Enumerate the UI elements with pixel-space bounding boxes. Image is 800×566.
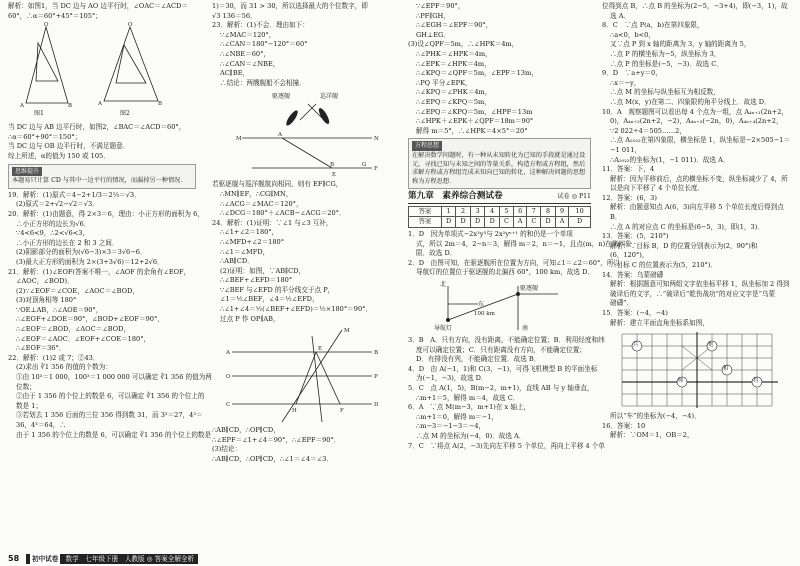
text-line: ∴a<0，b<0， — [610, 30, 655, 39]
compass-label: 南 — [522, 325, 529, 333]
text-line: ∴∠1＝∠MFD， — [220, 247, 270, 256]
text-line: 解析：根据题意可知两组文字依坐标平移 1，纵坐标加 2 得到 — [610, 280, 790, 289]
text-line: 1．D 因为单项式−2x²y³与 2x²yⁿ⁺¹ 的和仍是一个单项 — [408, 230, 573, 239]
text-line: 所以“车”的坐标为(−4，−4)． — [610, 412, 701, 421]
text-line: ∴小正方形的边长在 2 和 3 之间． — [16, 238, 119, 247]
ship-label: 巡洋舰 — [320, 93, 339, 101]
text-line: ∴∠EOF+∠DOE＝90°，∠BOD+∠EOF＝90°， — [16, 315, 164, 324]
svg-text:E: E — [332, 172, 337, 179]
text-line: ∴∠PHK＝∠HPK＝4m， — [416, 49, 492, 58]
text-line: ∴结论：两艘舰船不会相撞． — [220, 78, 306, 87]
text-line: ∵∠MAC＝120°， — [220, 30, 276, 39]
text-line: ∴∠EPQ＝∠KPQ＝5m， — [416, 97, 491, 106]
svg-text:A: A — [278, 132, 282, 139]
table-cell: 1 — [441, 206, 456, 217]
text-line: ∴PQ 平分∠EPK， — [416, 78, 472, 87]
figure-label: 图2 — [120, 110, 130, 118]
svg-text:E: E — [318, 346, 323, 353]
text-line: ②由于 1 356 的个位上的数是 6，可以确定 ∛1 356 的个位上的 — [16, 392, 205, 401]
direction-figure — [408, 280, 591, 334]
text-line: D．有排没有列，不能确定位置．故选 B． — [416, 355, 541, 364]
text-line: 解析：∵目标 B，D 的位置分别表示为(2，90°)和 — [610, 241, 758, 250]
text-line: 式，所以 2m＝4，2−n＝3，解得 m＝2，n＝−1，且点(m，n)在第四象 — [416, 239, 632, 248]
text-line: ∴∠CAN＝180°−120°＝60° — [220, 40, 308, 49]
table-cell: D — [541, 217, 556, 228]
table-cell: 5 — [499, 206, 513, 217]
text-line: ∴x＝−y， — [610, 78, 641, 87]
table-cell: 4 — [485, 206, 500, 217]
svg-text:O: O — [226, 374, 231, 381]
text-line: ∴点 P 的横坐标为−5，纵坐标为 3， — [610, 49, 721, 58]
compass-label: 东 — [478, 301, 485, 309]
compass-label: 北 — [440, 281, 447, 289]
text-line: 22．解析：(1)2 或 7；②43． — [8, 353, 100, 362]
text-line: 过点 P 作 OP∥AB， — [220, 314, 280, 323]
text-line: ∴点 A₂₀₂₂在第四象限，横坐标是 1，纵坐标是−2×505−1＝ — [610, 136, 790, 145]
tip-heading: 方程思想 — [412, 141, 442, 151]
svg-text:O: O — [44, 22, 49, 29]
text-line: 数是 1； — [16, 401, 43, 410]
brand-logo: 初中试卷 — [32, 555, 59, 563]
text-line: ∴∠ACG＝∠MAC＝120°， — [220, 199, 303, 208]
text-line: ∴∠EGH＝∠EPF＝90°， — [416, 21, 493, 30]
text-line: ∴小正方形的边长为√6． — [16, 219, 91, 228]
text-line: ∴∠1+∠4＝½(∠BEF+∠EFD)＝½×180°＝90°． — [220, 305, 373, 314]
text-line: ③若划去 1 356 后面的三位 356 得到数 31，而 3³＝27，4³＝ — [16, 411, 203, 420]
text-line: 2．D 由图可知，在驱逐舰所在位置为方向，可知∠1＝∠2＝60°，所以 — [408, 258, 621, 267]
svg-text:B: B — [68, 103, 73, 110]
text-line: ∴点 M(x，y)在第二、四象限的角平分线上．故选 D． — [610, 97, 771, 106]
table-cell: D — [470, 217, 485, 228]
figure-label: 图1 — [34, 110, 44, 118]
text-line: ∴MN∥EF，∴CG∥MN， — [220, 189, 293, 198]
answer-column-4 — [602, 2, 794, 441]
svg-text:C: C — [226, 402, 231, 409]
table-cell: 9 — [555, 206, 568, 217]
chess-piece: 炮 — [708, 342, 714, 349]
svg-text:P: P — [374, 374, 378, 381]
text-line: (2)∵∠EOF＝∠COE，∠AOC＝∠BOD， — [16, 286, 139, 295]
text-line: 5．C 点 A(1，5)，B(m−2，m+1)，直线 AB 与 y 轴垂直， — [408, 384, 594, 392]
text-line: 导航灯的位置位于驱逐舰的北偏西 60°，100 km，故选 D． — [416, 268, 594, 277]
chess-piece: 相 — [723, 366, 729, 373]
text-line: √3 136＝56． — [212, 11, 257, 20]
table-cell: D — [441, 217, 456, 228]
text-line: ∴点 A 的对应点 C 的坐标是(6−5，3)，即(1，3)． — [610, 222, 764, 231]
text-line: ∴点 M 的坐标为(−4，0)．故选 A． — [416, 431, 526, 440]
text-line: 11．答案：下，4 — [602, 165, 655, 174]
page-number: 58 — [8, 554, 20, 563]
text-line: 13．答案：(5，210°) — [602, 232, 669, 241]
distance-label: 100 km — [474, 311, 495, 318]
table-cell: 答案 — [409, 206, 442, 217]
svg-text:O: O — [128, 22, 133, 29]
svg-text:B: B — [158, 101, 163, 108]
svg-text:M: M — [236, 136, 242, 143]
table-cell: 6 — [513, 206, 526, 217]
text-line: −1 011， — [610, 145, 641, 154]
page-footer — [0, 553, 800, 566]
table-cell: 8 — [541, 206, 556, 217]
chess-grid-figure — [602, 330, 794, 410]
text-line: ∴PF∥GH， — [416, 11, 450, 20]
text-line: ∴∠HPK＋∠EPK＋∠QPF＝18m＝90° — [416, 117, 534, 126]
text-line: ∴AB∥CD，∴OP∥CD， — [212, 426, 280, 435]
ship-label: 驱逐舰 — [272, 93, 291, 101]
text-line: 又∵点 P 到 x 轴的距离为 3，y 轴的距离为 5， — [610, 40, 751, 49]
text-line: ∴∠EPF＝∠1+∠4＝90°，∴∠EPF＝90°． — [212, 435, 341, 444]
text-line: ∵∠EPF＝90°， — [416, 2, 465, 10]
text-line: 8．C ∵点 P(a，b)在第四象限， — [602, 21, 704, 30]
parallel-lines-figure — [212, 326, 397, 424]
text-line: ∵OE⊥AB，∴∠AOE＝90°， — [16, 305, 103, 314]
text-line: 综上所述，α的值为 150 或 105． — [8, 151, 110, 160]
text-line: 10．A 观察题图可以看出每 4 个点为一组，点 A₄ₙ₊₁(2n+2， — [602, 107, 789, 116]
text-line: 磅礴”． — [610, 299, 634, 308]
table-cell: 10 — [569, 206, 591, 217]
text-line: ∴α＝60°+90°＝150°； — [8, 132, 82, 141]
text-line: ①由 10³＝1 000，100³＝1 000 000 可以确定 ∛1 356 的值为两 — [16, 373, 212, 382]
text-line: GH⊥EG． — [416, 30, 450, 39]
text-line: 以是向下平移了 4 个单位长度． — [610, 184, 705, 193]
text-line: ∴∠EOF＝∠AOC．∠EOF+∠COE＝180°， — [16, 334, 151, 343]
text-line: ∴AB∥CD，∴OP∥CD，∴∠1＝∠4＝∠3． — [212, 455, 333, 464]
text-line: 16．答案：10 — [602, 421, 646, 430]
text-line: 当 DC 边与 AB 边平行时，如图2，∠BAC＝∠ACD＝60°， — [8, 123, 186, 132]
tip-heading: 思维提升 — [12, 167, 42, 177]
text-line: 1)＝30，而 31 > 30，所以选择最大的个位数字，即 — [212, 2, 368, 10]
text-line: ∴∠BEF+∠EFD＝180° — [220, 276, 293, 285]
svg-text:F: F — [374, 166, 378, 173]
text-line: ∵∠BEF 与∠EFD 的平分线交于点 P， — [220, 285, 335, 294]
table-cell: 3 — [470, 206, 485, 217]
table-cell: A — [513, 217, 526, 228]
text-line: ∴∠CAN＝∠NBE， — [220, 59, 280, 68]
table-cell: 2 — [456, 206, 471, 217]
text-line: (2)阴影部分的面积为(√6−3)×3＝3√6−6． — [16, 248, 147, 257]
svg-text:A: A — [98, 101, 102, 108]
text-line: (2)证明：如图，∵AB∥CD， — [220, 266, 306, 275]
chapter-header — [408, 192, 591, 204]
text-line: 选 A． — [610, 11, 631, 20]
text-line: 7．C ∵将点 A(2，−3)先向左平移 5 个单位，再向上平移 4 个单 — [408, 441, 605, 450]
footer-text: 数学 七年级下册 人教版 ◎ 答案全解全析 — [65, 555, 195, 563]
text-line: ∠1＝½∠BEF，∠4＝½∠EFD， — [220, 295, 319, 304]
text-line: ∴A₂₀₂₂的坐标为(1，−1 011)．故选 A． — [610, 155, 730, 164]
text-line: 21．解析：(1)∠EOF(答案不唯一，∠AOF 的余角有∠EOF， — [8, 267, 191, 276]
text-line: 破译后的文字，∴“破译后“乾伤战功”的对应文字是“乌蒙 — [610, 289, 776, 298]
table-cell: 答案 — [409, 217, 442, 228]
text-line: (3)对顶角相等 180° — [16, 296, 77, 305]
text-line: (2)求出 ∛1 356 的值的个数为： — [16, 363, 112, 372]
text-line: 度可以确定位置；C．只有距离没有方向，不能确定位置； — [416, 345, 586, 354]
text-line: ∴∠NBE＝60°， — [220, 49, 271, 58]
table-cell: D — [456, 217, 471, 228]
text-line: (3)最大正方形的面积为 2×(3+3√6)＝12+2√6． — [16, 257, 164, 266]
chapter-title: 第九章 素养综合测试卷 — [408, 191, 503, 202]
ship-label: 驱逐舰 — [520, 285, 539, 293]
table-cell: 7 — [527, 206, 541, 217]
text-line: AC∥BE， — [220, 69, 250, 78]
text-line: 23．解析：(1)不会．理由如下： — [212, 21, 309, 30]
text-line: 限．故选 D． — [416, 249, 457, 258]
text-line: 解析：由题意知点 A(6，3)向左平移 5 个单位长度后得到点 — [610, 203, 784, 212]
text-line: 由于 1 356 的个位上的数是 6，可以确定 ∛1 356 的个位上的数是 — [16, 430, 212, 439]
svg-text:D: D — [374, 402, 379, 409]
text-line: (2)原式＝2+√2−√2＝√3． — [16, 200, 99, 209]
text-line: 15．答案：(−4，−4) — [602, 309, 668, 317]
text-line: ∴∠EOF＝36°． — [16, 344, 66, 353]
text-line: 36，4³＝64，∴ — [16, 421, 66, 429]
text-line: ∴m+1＝5，解得 m＝4，故选 C． — [416, 393, 520, 402]
svg-text:B: B — [330, 162, 335, 169]
chess-piece: 兵 — [633, 342, 639, 349]
text-line: ∴∠MFD+∠2＝180° — [220, 237, 285, 246]
table-cell: D — [569, 217, 591, 228]
svg-text:M: M — [344, 328, 350, 335]
text-line: ∴m−3＝−1−3＝−4， — [416, 422, 486, 431]
text-line: (3)结论： — [212, 445, 242, 454]
text-line: ∴点 P 的坐标是(−5，−3)．故选 C． — [610, 59, 723, 68]
text-line: 位数； — [16, 382, 36, 391]
text-line: 若驱逐舰与巡洋舰航向相同，则有 EF∥CG， — [212, 180, 343, 189]
text-line: 4．D 由 A(−1，1)和 C(3，−1)，可得飞机模型 B 的平面坐标 — [408, 364, 598, 373]
text-line: 19．解析：(1)原式＝4−2+1/3＝2⅓＝√3． — [8, 190, 141, 199]
svg-text:N: N — [374, 136, 379, 143]
text-line: ∴∠EOF＝∠BOD，∠AOC＝∠BOD， — [16, 325, 130, 334]
text-line: (6，120°)， — [610, 251, 649, 260]
text-line: ∴点 M 的坐标与纵坐标互为相反数， — [610, 88, 720, 97]
text-line: ∴∠1+∠2＝180°， — [220, 228, 279, 237]
answer-column-2 — [212, 2, 397, 465]
text-line: ∵4<6<9，∴2<√6<3， — [16, 229, 90, 238]
svg-text:H: H — [292, 408, 297, 415]
text-line: 9．D ∵a+y＝0， — [602, 69, 662, 78]
chess-piece: 帅 — [678, 378, 684, 385]
text-line: 解析：∵OM＝1，OB＝2， — [610, 431, 694, 440]
ship-diagram — [212, 90, 397, 178]
text-line: 位得到点 B，∴点 B 的坐标为(2−5，−3+4)，即(−3，1)，故 — [602, 2, 788, 10]
text-line: ∴∠EPK＝∠HPK＝4m， — [416, 59, 491, 68]
chess-piece: 将 — [753, 378, 759, 385]
answer-table — [408, 206, 591, 228]
text-line: 解析：如图1，当 DC 边与 AO 边平行时，∠OAC＝∠ACD＝ — [8, 2, 188, 10]
text-line: ∴∠DCG＝180°＋∠ACB−∠ACG＝20°． — [220, 209, 346, 218]
triangle-diagram — [8, 23, 196, 115]
text-line: B． — [610, 213, 622, 222]
text-line: ∴∠KPQ＝∠PHK＝4m， — [416, 88, 492, 97]
table-cell: D — [485, 217, 500, 228]
answer-column-1 — [8, 2, 212, 440]
text-line: ∴∠KPQ＝∠QPF＝5m，∠EPF＝13m， — [416, 69, 538, 78]
text-line: 0)，A₄ₙ₊₂(2n+2，−2)，A₄ₙ₊₃(−2n，0)，A₄ₙ₊₄(2n+2， — [610, 117, 783, 126]
lamp-label: 导航灯 — [434, 325, 453, 333]
tip-box — [408, 138, 591, 189]
footer-banner — [26, 554, 198, 564]
paper-reference: 试卷 ◎ P11 — [557, 193, 591, 201]
text-line: ∵2 022÷4＝505……2， — [610, 126, 686, 135]
table-row — [409, 206, 591, 217]
triangle-figures — [8, 23, 196, 121]
text-line: ∴目标 C 的位置表示为(5，210°)． — [610, 261, 717, 270]
text-line: ∴∠EPQ＝∠KPQ＝5m，∠HPF＝13m — [416, 107, 533, 116]
tip-text: 在解决数学问题时，有一种从未知转化为已知的手段就是通过设元，寻找已知与未知之间的等量关系，构造方程或方程组，然后求解方程或方程组完成未知向已知的转化，这种解决问题的思想称为方程思想． — [412, 151, 586, 185]
tip-box — [8, 164, 196, 189]
text-line: 20．解析：(1)由题意，得 2×3＝6，理由：小正方形的面积为 6， — [8, 209, 204, 218]
table-row — [409, 217, 591, 228]
svg-text:F: F — [340, 408, 344, 415]
svg-text:A: A — [226, 350, 230, 357]
text-line: 24．解析：(1)证明：∵∠1 与∠3 互补， — [212, 218, 333, 227]
text-line: 解析：因为平移前后，点的横坐标不变，纵坐标减少了 4，所 — [610, 174, 788, 183]
text-line: 解析：建立平面直角坐标系如图， — [610, 318, 709, 327]
text-line: 为(−1，−3)，故选 D． — [416, 374, 488, 383]
text-line: 60°，∴α＝60°+45°＝105°； — [8, 11, 102, 20]
text-line: 当 DC 边与 OB 边平行时，不满足题意． — [8, 142, 130, 151]
text-line: 3．B A．只有方向，没有距离，不能确定位置；B．利用经度和纬 — [408, 336, 605, 345]
ship-figure — [212, 90, 397, 178]
text-line: 解得 m＝5°，∴∠HPK＝4×5°＝20° — [416, 126, 528, 135]
table-cell: C — [527, 217, 541, 228]
tip-text: 本题易只计算 CD 与其中一边平行的情况，而漏掉另一种情况． — [12, 177, 187, 185]
svg-text:G: G — [362, 162, 367, 169]
parallel-lines-diagram — [212, 326, 397, 424]
text-line: ∠AOC，∠BOD)． — [16, 277, 74, 286]
text-line: 14．答案：乌蒙磅礴 — [602, 270, 664, 279]
text-line: 6．A ∵点 M(m−3，m+1)在 x 轴上， — [408, 403, 531, 412]
svg-text:A: A — [20, 103, 24, 110]
text-line: ∴m+1＝0，解得 m＝−1， — [416, 412, 498, 421]
chess-grid-diagram — [602, 330, 794, 410]
text-line: (3)设∠QPF＝5m，∴∠HPK＝4m， — [408, 40, 519, 49]
text-line: 12．答案：(6，3) — [602, 193, 657, 202]
svg-text:B: B — [374, 350, 379, 357]
text-line: ∴AB∥CD． — [220, 257, 254, 266]
table-cell: C — [499, 217, 513, 228]
table-cell: A — [555, 217, 568, 228]
